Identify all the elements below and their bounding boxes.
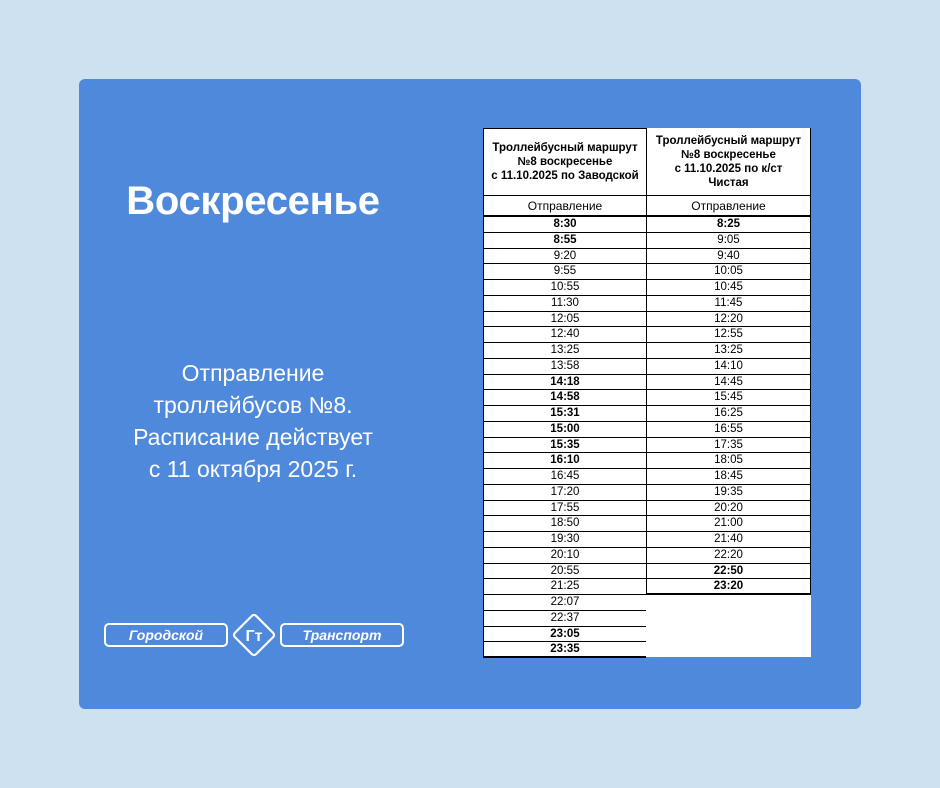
logo-left-word: Городской <box>128 627 204 643</box>
column-subheader: Отправление <box>646 195 811 217</box>
departure-time-cell: 10:45 <box>646 280 811 296</box>
header-line: Чистая <box>708 176 749 189</box>
column-header <box>646 128 811 195</box>
departure-time-cell: 8:25 <box>646 217 811 233</box>
departure-time-cell: 17:35 <box>646 438 811 454</box>
departure-time-cell: 10:55 <box>483 280 646 296</box>
times-list <box>646 217 811 595</box>
departure-time-cell: 12:40 <box>483 327 646 343</box>
schedule-column-chistaya <box>646 128 811 595</box>
column-subheader: Отправление <box>483 195 646 217</box>
departure-time-cell: 9:20 <box>483 249 646 265</box>
departure-time-cell: 23:20 <box>646 579 811 595</box>
departure-time-cell: 21:40 <box>646 532 811 548</box>
departure-time-cell: 13:25 <box>646 343 811 359</box>
departure-time-cell: 16:45 <box>483 469 646 485</box>
departure-time-cell: 12:55 <box>646 327 811 343</box>
departure-time-cell: 21:25 <box>483 579 646 595</box>
schedule-description <box>99 357 407 485</box>
departure-time-cell: 12:20 <box>646 312 811 328</box>
page-title: Воскресенье <box>126 179 380 223</box>
city-transport-logo <box>103 611 405 659</box>
departure-time-cell: 14:18 <box>483 375 646 391</box>
schedule-table <box>483 128 811 657</box>
departure-time-cell: 17:20 <box>483 485 646 501</box>
logo-monogram: Гт <box>245 628 263 645</box>
departure-time-cell: 20:55 <box>483 564 646 580</box>
departure-time-cell: 20:10 <box>483 548 646 564</box>
departure-time-cell: 19:30 <box>483 532 646 548</box>
logo-right-word: Транспорт <box>302 627 382 643</box>
departure-time-cell: 18:05 <box>646 453 811 469</box>
departure-time-cell: 9:40 <box>646 249 811 265</box>
departure-time-cell: 16:55 <box>646 422 811 438</box>
departure-time-cell: 12:05 <box>483 312 646 328</box>
departure-time-cell: 23:35 <box>483 642 646 658</box>
departure-time-cell: 14:45 <box>646 375 811 391</box>
departure-time-cell: 9:05 <box>646 233 811 249</box>
departure-time-cell: 22:37 <box>483 611 646 627</box>
departure-time-cell: 21:00 <box>646 516 811 532</box>
departure-time-cell: 20:20 <box>646 501 811 517</box>
description-line: Отправление <box>181 360 325 386</box>
times-list <box>483 217 646 658</box>
departure-time-cell: 8:30 <box>483 217 646 233</box>
header-line: Троллейбусный маршрут <box>655 134 802 147</box>
departure-time-cell: 22:07 <box>483 595 646 611</box>
departure-time-cell: 11:30 <box>483 296 646 312</box>
departure-time-cell: 14:58 <box>483 390 646 406</box>
header-line: с 11.10.2025 по Заводской <box>491 170 639 182</box>
departure-time-cell: 15:35 <box>483 438 646 454</box>
description-line: троллейбусов №8. <box>153 392 353 418</box>
departure-time-cell: 23:05 <box>483 627 646 643</box>
departure-time-cell: 15:45 <box>646 390 811 406</box>
departure-time-cell: 22:20 <box>646 548 811 564</box>
departure-time-cell: 16:25 <box>646 406 811 422</box>
description-line: Расписание действует <box>133 424 373 450</box>
departure-time-cell: 8:55 <box>483 233 646 249</box>
departure-time-cell: 17:55 <box>483 501 646 517</box>
departure-time-cell: 19:35 <box>646 485 811 501</box>
header-line: с 11.10.2025 по к/ст <box>674 162 783 175</box>
departure-time-cell: 13:58 <box>483 359 646 375</box>
schedule-column-zavodskaya <box>483 128 646 658</box>
departure-time-cell: 10:05 <box>646 264 811 280</box>
header-line: №8 воскресенье <box>517 156 613 168</box>
departure-time-cell: 13:25 <box>483 343 646 359</box>
departure-time-cell: 9:55 <box>483 264 646 280</box>
departure-time-cell: 11:45 <box>646 296 811 312</box>
departure-time-cell: 15:31 <box>483 406 646 422</box>
description-line: с 11 октября 2025 г. <box>148 456 358 482</box>
header-line: Троллейбусный маршрут <box>492 142 638 154</box>
departure-time-cell: 16:10 <box>483 453 646 469</box>
departure-time-cell: 22:50 <box>646 564 811 580</box>
departure-time-cell: 18:50 <box>483 516 646 532</box>
header-line: №8 воскресенье <box>681 148 776 161</box>
departure-time-cell: 18:45 <box>646 469 811 485</box>
column-header <box>483 128 646 195</box>
departure-time-cell: 15:00 <box>483 422 646 438</box>
departure-time-cell: 14:10 <box>646 359 811 375</box>
